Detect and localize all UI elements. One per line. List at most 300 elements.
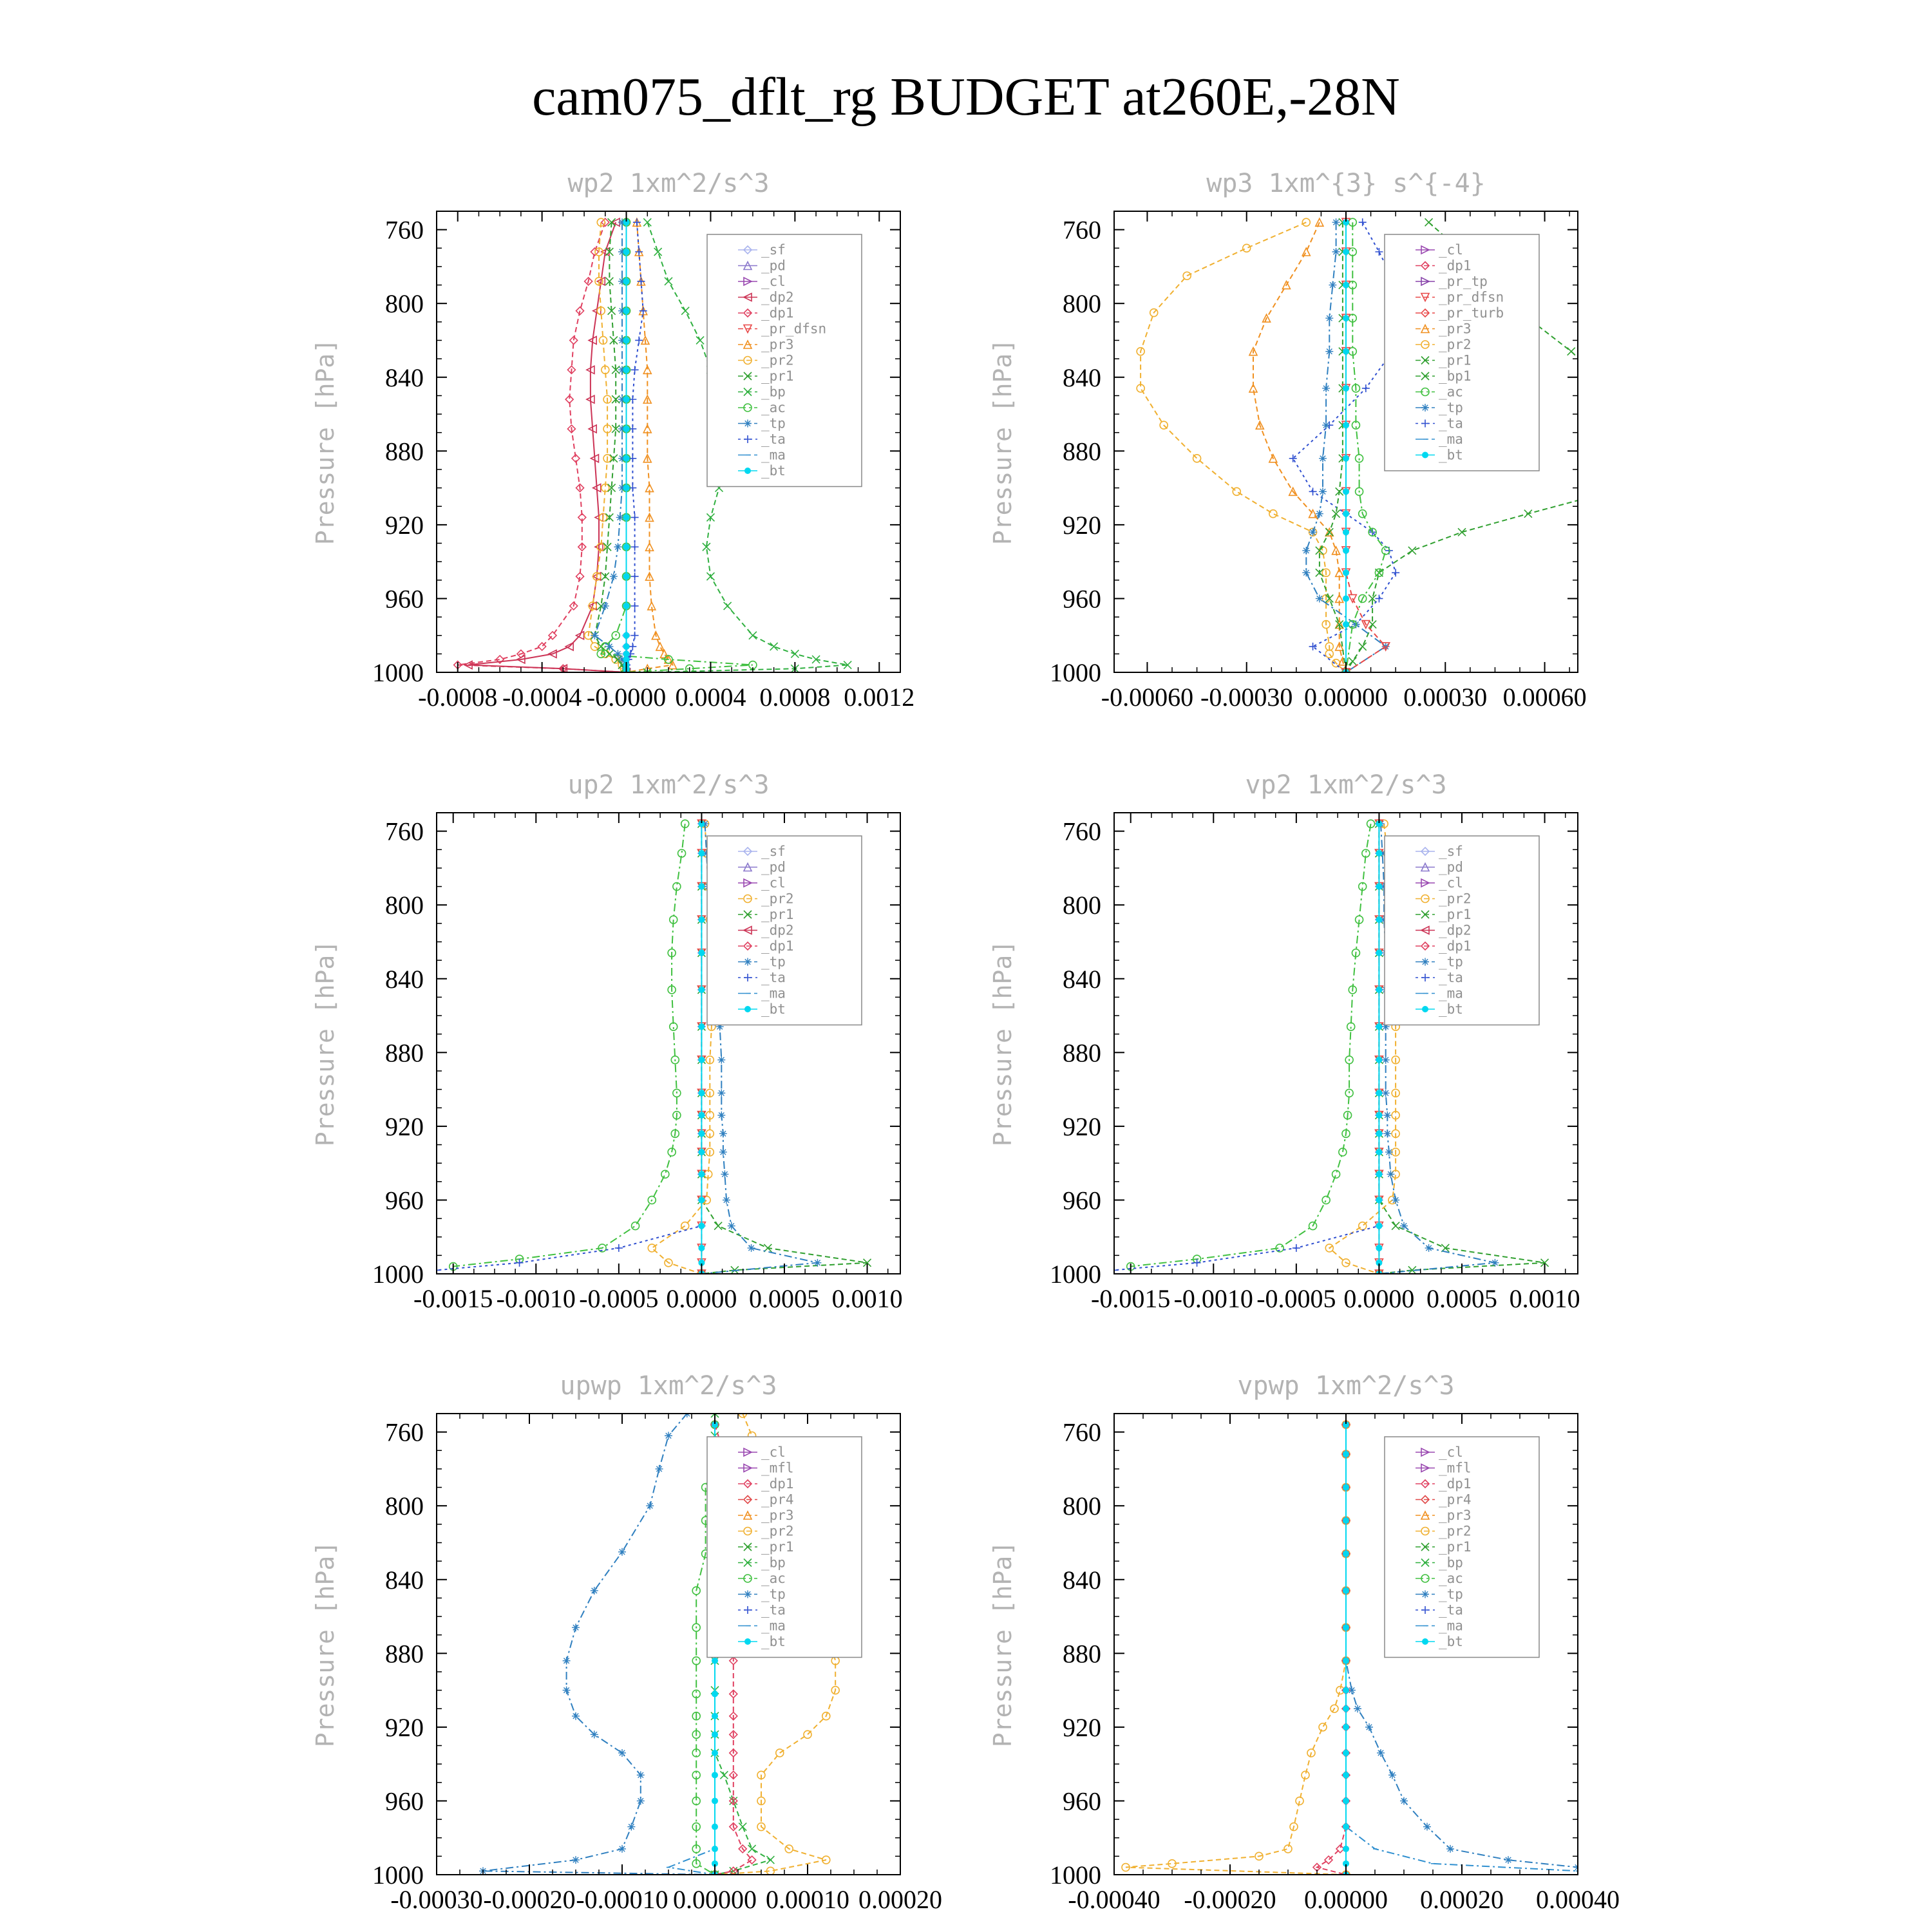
legend-label: _dp2 bbox=[761, 289, 794, 305]
legend-label: _pr2 bbox=[761, 352, 794, 368]
data-point bbox=[1343, 455, 1349, 462]
series-line_ta bbox=[1114, 824, 1379, 1270]
data-point bbox=[1376, 1057, 1382, 1063]
legend-label: _ta bbox=[761, 1602, 786, 1618]
data-point bbox=[719, 1148, 727, 1156]
y-axis-label: Pressure [hPa] bbox=[989, 1540, 1017, 1748]
panel-6 bbox=[989, 1371, 1620, 1914]
y-tick-label: 760 bbox=[1063, 817, 1101, 846]
y-axis-label: Pressure [hPa] bbox=[311, 338, 339, 545]
data-point bbox=[631, 632, 639, 639]
legend-label: _ta bbox=[1439, 1602, 1463, 1618]
data-point bbox=[1376, 850, 1382, 857]
data-point bbox=[1343, 1797, 1349, 1804]
data-point bbox=[1376, 916, 1382, 923]
x-tick-label: -0.00030 bbox=[390, 1885, 483, 1914]
data-point bbox=[633, 218, 641, 226]
data-point bbox=[616, 513, 624, 521]
data-point bbox=[601, 602, 609, 610]
y-axis-label: Pressure [hPa] bbox=[311, 940, 339, 1147]
legend-label: _dp2 bbox=[761, 922, 794, 938]
y-tick-label: 920 bbox=[385, 510, 424, 540]
data-point bbox=[1458, 528, 1466, 536]
data-point bbox=[1233, 488, 1240, 495]
data-point bbox=[1376, 987, 1382, 993]
data-point bbox=[712, 1846, 718, 1852]
data-point bbox=[1343, 385, 1349, 392]
series-line_dp1 bbox=[453, 824, 685, 1266]
data-point bbox=[1376, 1149, 1382, 1155]
data-point bbox=[1343, 511, 1349, 517]
data-point bbox=[1376, 1090, 1382, 1096]
data-point bbox=[610, 573, 618, 580]
data-point bbox=[698, 1197, 705, 1203]
data-point bbox=[623, 485, 630, 491]
data-point bbox=[719, 1130, 727, 1137]
x-tick-label: -0.00060 bbox=[1101, 683, 1194, 712]
y-axis-label: Pressure [hPa] bbox=[989, 338, 1017, 545]
data-point bbox=[1392, 1196, 1399, 1204]
data-point bbox=[656, 1465, 663, 1473]
data-point bbox=[563, 1657, 571, 1665]
y-tick-label: 960 bbox=[385, 1186, 424, 1215]
y-tick-label: 800 bbox=[1063, 1492, 1101, 1521]
data-point bbox=[1319, 455, 1327, 462]
x-tick-label: -0.0015 bbox=[1091, 1284, 1171, 1313]
legend-label: _pr4 bbox=[1439, 1492, 1472, 1508]
legend-label: _bt bbox=[1439, 1634, 1463, 1649]
panel-title: wp2 1xm^2/s^3 bbox=[567, 169, 770, 198]
y-tick-label: 960 bbox=[1063, 1186, 1101, 1215]
data-point bbox=[698, 950, 705, 956]
x-tick-label: -0.00020 bbox=[1184, 1885, 1276, 1914]
legend-label: _pd bbox=[1439, 859, 1463, 875]
data-point bbox=[1309, 528, 1317, 536]
data-point bbox=[698, 884, 705, 890]
data-point bbox=[1269, 510, 1277, 518]
data-point bbox=[631, 573, 639, 580]
panel-1 bbox=[311, 169, 914, 712]
legend-label: _pr3 bbox=[1439, 321, 1472, 337]
legend-label: _bp bbox=[761, 384, 786, 400]
y-tick-label: 840 bbox=[385, 964, 424, 994]
data-point bbox=[1343, 1724, 1349, 1730]
legend-label: _pr3 bbox=[1439, 1508, 1472, 1523]
legend bbox=[1385, 234, 1539, 471]
legend-label: _dp1 bbox=[761, 938, 794, 954]
data-point bbox=[1343, 569, 1349, 576]
data-point bbox=[1343, 315, 1349, 321]
y-tick-label: 880 bbox=[1063, 437, 1101, 466]
x-tick-label: 0.00020 bbox=[1420, 1885, 1504, 1914]
legend-label: _mfl bbox=[1439, 1460, 1472, 1476]
x-tick-label: 0.00000 bbox=[1304, 1885, 1388, 1914]
panel-2 bbox=[989, 169, 1681, 712]
legend bbox=[707, 234, 862, 487]
legend-label: _tp bbox=[1439, 400, 1463, 415]
legend-label: _pr_dfsn bbox=[761, 321, 827, 337]
x-tick-label: 0.00000 bbox=[1304, 683, 1388, 712]
data-point bbox=[1347, 1023, 1355, 1030]
panel-title: wp3 1xm^{3} s^{-4} bbox=[1206, 169, 1486, 198]
x-tick-label: -0.00040 bbox=[1068, 1885, 1160, 1914]
data-point bbox=[1302, 248, 1310, 256]
data-point bbox=[623, 308, 630, 314]
legend-label: _ma bbox=[761, 985, 786, 1001]
legend-label: _ma bbox=[761, 1618, 786, 1634]
x-tick-label: 0.0000 bbox=[666, 1284, 737, 1313]
data-point bbox=[692, 1657, 700, 1665]
data-point bbox=[749, 632, 757, 639]
x-tick-label: -0.00020 bbox=[483, 1885, 576, 1914]
data-point bbox=[1392, 1222, 1399, 1230]
legend-label: _ta bbox=[761, 970, 786, 985]
data-point bbox=[615, 1244, 623, 1252]
data-point bbox=[1343, 1772, 1349, 1778]
legend-label: _ma bbox=[1439, 1618, 1463, 1634]
data-point bbox=[1524, 510, 1532, 518]
data-point bbox=[1359, 218, 1367, 226]
legend-label: _dp1 bbox=[1439, 938, 1472, 954]
data-point bbox=[1408, 547, 1416, 554]
data-point bbox=[1376, 884, 1382, 890]
data-point bbox=[1332, 218, 1340, 226]
data-point bbox=[1329, 281, 1336, 289]
data-point bbox=[1567, 348, 1575, 355]
legend-label: _cl bbox=[1439, 242, 1463, 258]
data-point bbox=[1446, 1845, 1454, 1853]
data-point bbox=[631, 602, 639, 610]
data-point bbox=[623, 426, 630, 432]
y-tick-label: 1000 bbox=[372, 1260, 424, 1289]
data-point bbox=[706, 573, 714, 580]
y-tick-label: 760 bbox=[385, 1417, 424, 1447]
series-line_pr2 bbox=[1141, 222, 1346, 672]
data-point bbox=[1332, 248, 1340, 256]
legend-label: _sf bbox=[761, 844, 786, 859]
data-point bbox=[1383, 1112, 1391, 1119]
data-point bbox=[724, 602, 732, 610]
legend-label: _pr3 bbox=[761, 337, 794, 352]
data-point bbox=[623, 573, 630, 580]
data-point bbox=[632, 1222, 639, 1230]
panel-title: upwp 1xm^2/s^3 bbox=[560, 1371, 777, 1401]
legend-label: _pr_tp bbox=[1439, 274, 1488, 289]
data-point bbox=[1343, 1846, 1349, 1852]
x-tick-label: 0.00020 bbox=[858, 1885, 942, 1914]
series-line_pr3 bbox=[627, 222, 673, 672]
legend-label: _cl bbox=[1439, 1444, 1463, 1460]
legend-label: _bp1 bbox=[1439, 368, 1472, 384]
data-point bbox=[665, 278, 672, 285]
legend-label: _pr_turb bbox=[1439, 305, 1504, 321]
y-tick-label: 840 bbox=[1063, 1565, 1101, 1595]
data-point bbox=[635, 248, 643, 256]
y-tick-label: 1000 bbox=[1050, 1260, 1101, 1289]
data-point bbox=[1319, 488, 1327, 495]
data-point bbox=[1376, 1171, 1382, 1177]
data-point bbox=[721, 1170, 728, 1178]
legend-label: _tp bbox=[761, 415, 786, 431]
data-point bbox=[637, 1797, 645, 1804]
x-tick-label: 0.0012 bbox=[844, 683, 915, 712]
data-point bbox=[1316, 510, 1323, 518]
legend-label: _mfl bbox=[761, 1460, 794, 1476]
data-point bbox=[1425, 1244, 1433, 1252]
legend-label: _pr2 bbox=[1439, 891, 1472, 907]
data-point bbox=[717, 1056, 725, 1064]
y-tick-label: 800 bbox=[1063, 289, 1101, 319]
legend-label: _ma bbox=[1439, 431, 1463, 447]
x-tick-label: 0.0004 bbox=[675, 683, 746, 712]
data-point bbox=[1322, 384, 1330, 392]
legend-label: _pr2 bbox=[761, 1523, 794, 1539]
y-tick-label: 920 bbox=[385, 1712, 424, 1742]
series-line_pr1 bbox=[652, 824, 712, 1274]
data-point bbox=[712, 1713, 718, 1719]
panel-title: vpwp 1xm^2/s^3 bbox=[1237, 1371, 1455, 1401]
y-tick-label: 880 bbox=[1063, 1038, 1101, 1068]
data-point bbox=[1349, 658, 1356, 665]
data-point bbox=[712, 1797, 718, 1804]
data-point bbox=[1316, 594, 1323, 602]
data-point bbox=[1343, 621, 1349, 628]
data-point bbox=[698, 850, 705, 857]
legend-label: _tp bbox=[1439, 954, 1463, 970]
data-point bbox=[698, 1057, 705, 1063]
legend-label: _cl bbox=[761, 1444, 786, 1460]
y-tick-label: 760 bbox=[385, 817, 424, 846]
data-point bbox=[670, 1023, 677, 1030]
data-point bbox=[623, 396, 630, 402]
legend-label: _ac bbox=[1439, 384, 1463, 400]
legend-label: _bt bbox=[1439, 1001, 1463, 1017]
data-point bbox=[1325, 348, 1333, 355]
y-tick-label: 1000 bbox=[372, 1861, 424, 1889]
data-point bbox=[1388, 1771, 1396, 1779]
data-point bbox=[572, 1624, 580, 1631]
data-point bbox=[698, 1090, 705, 1096]
legend-label: _pr1 bbox=[761, 1539, 794, 1555]
legend-label: _ma bbox=[761, 447, 786, 463]
data-point bbox=[1365, 1723, 1373, 1731]
series-line_dp1 bbox=[458, 222, 627, 672]
data-point bbox=[748, 1845, 756, 1853]
x-tick-label: 0.0010 bbox=[1509, 1284, 1580, 1313]
legend-label: _cl bbox=[1439, 875, 1463, 891]
data-point bbox=[637, 278, 645, 285]
data-point bbox=[1376, 1197, 1382, 1203]
data-point bbox=[696, 336, 704, 344]
data-point bbox=[623, 455, 630, 462]
x-tick-label: -0.0008 bbox=[418, 683, 498, 712]
series-line_pr1 bbox=[1126, 1425, 1346, 1875]
data-point bbox=[717, 1112, 725, 1119]
legend-label: _dp2 bbox=[1439, 922, 1472, 938]
data-point bbox=[629, 484, 636, 492]
series-line_dp1 bbox=[1317, 1425, 1346, 1875]
data-point bbox=[648, 1244, 656, 1252]
data-point bbox=[681, 1222, 689, 1230]
data-point bbox=[813, 1259, 821, 1267]
data-point bbox=[572, 1712, 580, 1720]
data-point bbox=[739, 1823, 746, 1831]
x-tick-label: -0.00010 bbox=[576, 1885, 668, 1914]
legend bbox=[707, 836, 862, 1025]
data-point bbox=[1343, 595, 1349, 601]
data-point bbox=[1368, 621, 1376, 629]
data-point bbox=[720, 1771, 728, 1779]
panel-4 bbox=[989, 770, 1580, 1313]
data-point bbox=[1343, 1824, 1349, 1830]
x-tick-label: -0.0010 bbox=[496, 1284, 576, 1313]
data-point bbox=[1376, 1245, 1382, 1251]
data-point bbox=[623, 514, 630, 520]
data-point bbox=[1243, 244, 1251, 252]
data-point bbox=[623, 337, 630, 343]
data-point bbox=[1325, 314, 1333, 322]
y-tick-label: 880 bbox=[385, 1639, 424, 1669]
panel-title: vp2 1xm^2/s^3 bbox=[1245, 770, 1447, 800]
x-tick-label: 0.0000 bbox=[1343, 1284, 1415, 1313]
data-point bbox=[665, 1432, 672, 1439]
data-point bbox=[804, 1730, 811, 1738]
legend-label: _ac bbox=[1439, 1571, 1463, 1586]
data-point bbox=[1343, 547, 1349, 554]
legend-label: _sf bbox=[761, 242, 786, 258]
data-point bbox=[1400, 1797, 1408, 1804]
data-point bbox=[1423, 1823, 1431, 1831]
data-point bbox=[1284, 1845, 1292, 1853]
data-point bbox=[1343, 1484, 1349, 1491]
data-point bbox=[656, 643, 664, 650]
data-point bbox=[605, 643, 613, 650]
legend-label: _pr2 bbox=[1439, 1523, 1472, 1539]
data-point bbox=[712, 1658, 718, 1664]
data-point bbox=[1376, 1223, 1382, 1229]
data-point bbox=[698, 916, 705, 923]
legend-label: _pr1 bbox=[1439, 352, 1472, 368]
data-point bbox=[717, 1089, 725, 1097]
data-point bbox=[712, 1690, 718, 1697]
panel-5 bbox=[311, 1371, 942, 1914]
data-point bbox=[1343, 1551, 1349, 1557]
data-point bbox=[623, 544, 630, 550]
series-line_pr_dfsn bbox=[1346, 222, 1386, 672]
data-point bbox=[1607, 384, 1615, 392]
legend-label: _dp1 bbox=[761, 305, 794, 321]
data-point bbox=[698, 1130, 705, 1137]
data-point bbox=[1359, 1222, 1367, 1230]
data-point bbox=[1322, 1196, 1330, 1204]
y-tick-label: 960 bbox=[385, 584, 424, 614]
data-point bbox=[1325, 528, 1333, 536]
y-tick-label: 800 bbox=[385, 891, 424, 920]
data-point bbox=[1322, 421, 1330, 429]
data-point bbox=[1382, 1089, 1390, 1097]
data-point bbox=[639, 307, 647, 315]
data-point bbox=[698, 1149, 705, 1155]
data-point bbox=[623, 603, 630, 609]
data-point bbox=[1376, 1112, 1382, 1119]
figure-title: cam075_dflt_rg BUDGET at260E,-28N bbox=[532, 67, 1400, 127]
data-point bbox=[591, 1730, 598, 1738]
data-point bbox=[623, 650, 630, 657]
data-point bbox=[623, 278, 630, 285]
x-tick-label: -0.0004 bbox=[502, 683, 582, 712]
x-tick-label: 0.00040 bbox=[1536, 1885, 1620, 1914]
data-point bbox=[623, 366, 630, 373]
y-tick-label: 840 bbox=[385, 363, 424, 392]
data-point bbox=[712, 1731, 718, 1738]
y-tick-label: 1000 bbox=[372, 658, 424, 687]
legend-label: _tp bbox=[1439, 1586, 1463, 1602]
data-point bbox=[1673, 455, 1681, 462]
data-point bbox=[1343, 1658, 1349, 1664]
data-point bbox=[629, 425, 636, 433]
legend-label: _pr2 bbox=[1439, 337, 1472, 352]
data-point bbox=[631, 366, 639, 374]
panel-title: up2 1xm^2/s^3 bbox=[567, 770, 770, 800]
y-tick-label: 880 bbox=[1063, 1639, 1101, 1669]
data-point bbox=[1376, 1130, 1382, 1137]
legend-label: _cl bbox=[761, 875, 786, 891]
y-tick-label: 1000 bbox=[1050, 658, 1101, 687]
x-tick-label: 0.00000 bbox=[673, 1885, 757, 1914]
data-point bbox=[714, 1222, 722, 1230]
data-point bbox=[698, 1023, 705, 1030]
y-tick-label: 800 bbox=[1063, 891, 1101, 920]
data-point bbox=[563, 1687, 571, 1694]
y-tick-label: 960 bbox=[1063, 584, 1101, 614]
y-tick-label: 880 bbox=[385, 1038, 424, 1068]
data-point bbox=[1332, 1170, 1340, 1178]
x-tick-label: -0.0010 bbox=[1173, 1284, 1253, 1313]
data-point bbox=[654, 248, 662, 256]
data-point bbox=[1382, 1056, 1390, 1064]
data-point bbox=[629, 395, 636, 403]
data-point bbox=[1504, 1856, 1512, 1864]
data-point bbox=[1302, 547, 1310, 554]
data-point bbox=[623, 656, 630, 663]
data-point bbox=[643, 218, 651, 226]
data-point bbox=[728, 1222, 735, 1230]
data-point bbox=[1343, 1624, 1349, 1631]
y-tick-label: 920 bbox=[385, 1112, 424, 1141]
legend-label: _pr1 bbox=[761, 368, 794, 384]
data-point bbox=[618, 1749, 626, 1757]
data-point bbox=[791, 650, 799, 658]
data-point bbox=[1377, 1749, 1385, 1757]
legend-label: _sf bbox=[1439, 844, 1463, 859]
legend-label: _pr2 bbox=[761, 891, 794, 907]
data-point bbox=[1387, 1170, 1394, 1178]
data-point bbox=[1375, 248, 1383, 256]
legend-label: _ac bbox=[761, 1571, 786, 1586]
data-point bbox=[1375, 594, 1383, 602]
legend-label: _pr4 bbox=[761, 1492, 794, 1508]
data-point bbox=[631, 543, 639, 551]
data-point bbox=[698, 1171, 705, 1177]
data-point bbox=[1343, 348, 1349, 355]
legend-label: _tp bbox=[761, 1586, 786, 1602]
data-point bbox=[1376, 1023, 1382, 1030]
y-tick-label: 840 bbox=[385, 1565, 424, 1595]
legend-label: _pr1 bbox=[1439, 907, 1472, 922]
x-tick-label: -0.00030 bbox=[1200, 683, 1293, 712]
data-point bbox=[1193, 1259, 1201, 1267]
data-point bbox=[646, 1502, 654, 1510]
